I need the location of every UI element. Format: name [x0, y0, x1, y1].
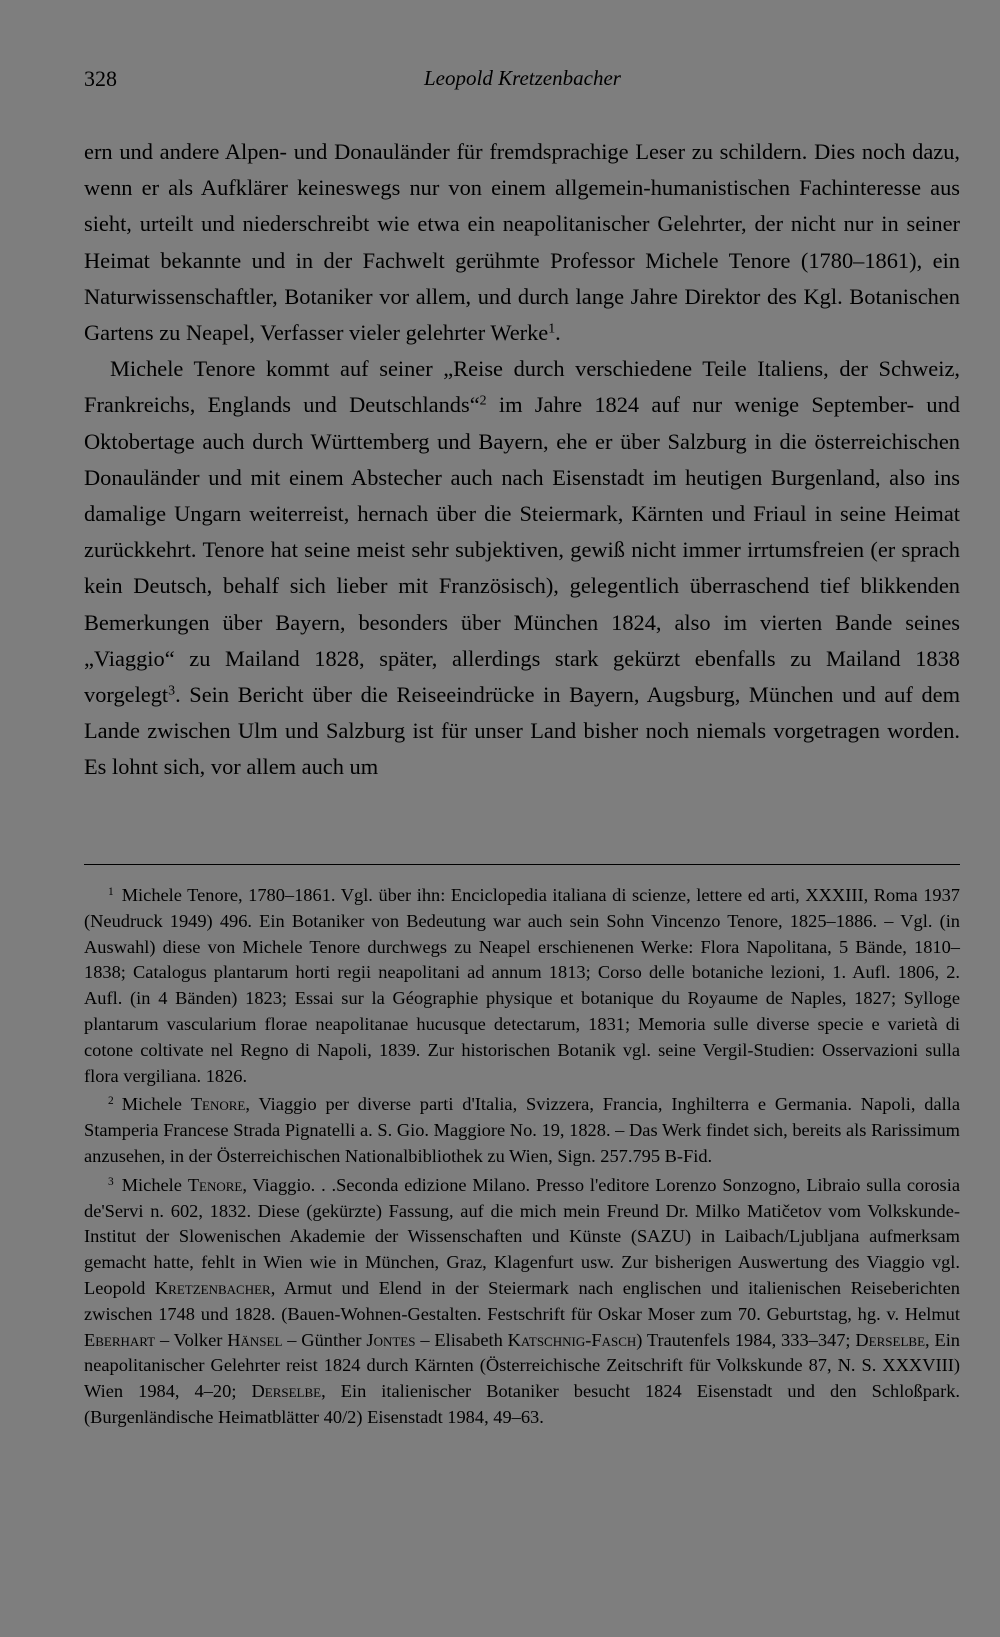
paragraph-1-end: .	[555, 320, 561, 346]
paragraph-2-text-b: im Jahre 1824 auf nur wenige September- und Oktobertage auch durch Württemberg und Bayern, ehe er über Salzburg in die österreichischen Donauländer und mit einem Abstecher auch nach Eisenstadt im heutigen Burgenland, also ins damalige Ungarn weiterreist, hernach über die Steiermark, Kärnten und Friaul in seine Heimat zurückkehrt. Tenore hat seine meist sehr subjektiven, gewiß nicht immer irrtumsfreien (er sprach kein Deutsch, behalf sich lieber mit Französisch), gelegentlich überraschend tief blikkenden Bemerkungen über Bayern, besonders über München 1824, also im vierten Bande seines „Viaggio“ zu Mailand 1828, später, allerdings stark gekürzt ebenfalls zu Mailand 1838 vorgelegt	[84, 392, 960, 708]
footnote-ref-2: 2	[479, 393, 487, 409]
footnote-3	[84, 1173, 960, 1431]
footnote-3-text-c: , Armut und Elend in der Steiermark nach englischen und italienischen Reiseberichten zwischen 1748 und 1828. (Bauen-Wohnen-Gestalten. Festschrift für Oskar Moser zum 70. Geburtstag, hg. v. Helmut	[84, 1277, 960, 1324]
page-number: 328	[84, 66, 117, 91]
footnote-1-number: 1	[108, 885, 114, 898]
main-text	[84, 134, 960, 786]
paragraph-1	[84, 134, 960, 351]
editor-name: Jontes	[366, 1329, 416, 1350]
footnote-2-number: 2	[108, 1095, 114, 1108]
editor-name: Katschnig-Fasch	[507, 1329, 637, 1350]
author-name: Kretzenbacher	[154, 1277, 271, 1298]
footnote-2-text-b: , Viaggio per diverse parti d'Italia, Svizzera, Francia, Inghilterra e Germania. Napoli, dalla Stamperia Francese Strada Pignatelli a. S. Gio. Maggiore No. 19, 1828. – Das Werk findet sich, bereits als Rarissimum anzusehen, in der Österreichischen Nationalbibliothek zu Wien, Sign. 257.795 B-Fid.	[84, 1094, 961, 1166]
editor-name: Hänsel	[227, 1329, 283, 1350]
author-name: Derselbe	[251, 1381, 322, 1402]
footnote-separator	[84, 864, 960, 865]
footnote-3-text-b: , Viaggio. . .Seconda edizione Milano. Presso l'editore Lorenzo Sonzogno, Libraio sulla corosia de'Servi n. 602, 1832. Diese (gekürzte) Fassung, auf die mich mein Freund Dr. Milko Matičetov vom Volkskunde-Institut der Slowenischen Akademie der Wissenschaften und Künste (SAZU) in Laibach/Ljubljana aufmerksam gemacht hatte, fehlt in Wien wie in München, Graz, Klagenfurt usw. Zur bisherigen Auswertung des Viaggio vgl. Leopold	[84, 1174, 960, 1298]
paragraph-2-text-a: Michele Tenore kommt auf seiner „Reise durch verschiedene Teile Italiens, der Schweiz, Frankreichs, Englands und Deutschlands“	[84, 356, 960, 418]
footnote-3-number: 3	[108, 1175, 114, 1188]
footnote-3-text-a: Michele	[121, 1174, 188, 1195]
footnote-ref-3: 3	[168, 683, 176, 699]
paragraph-1-text: ern und andere Alpen- und Donauländer für fremdsprachige Leser zu schildern. Dies noch dazu, wenn er als Aufklärer keineswegs nur von einem allgemein-humanistischen Fachinteresse aus sieht, urteilt und niederschreibt wie etwa ein neapolitanischer Gelehrter, der nicht nur in seiner Heimat bekannte und in der Fachwelt gerühmte Professor Michele Tenore (1780–1861), ein Naturwissenschaftler, Botaniker vor allem, und durch lange Jahre Direktor des Kgl. Botanischen Gartens zu Neapel, Verfasser vieler gelehrter Werke	[84, 139, 960, 346]
footnote-2-text-a: Michele	[121, 1094, 191, 1115]
footnote-3-text-d: – Volker	[155, 1329, 228, 1350]
footnote-ref-1: 1	[548, 321, 556, 337]
author-name: Tenore	[190, 1094, 246, 1115]
footnote-3-text-e: – Günther	[282, 1329, 367, 1350]
footnote-3-text-i: , Ein italienischer Botaniker besucht 1824 Eisenstadt und den Schloßpark. (Burgenländische Heimatblätter 40/2) Eisenstadt 1984, 49–63.	[84, 1381, 960, 1427]
author-name: Derselbe	[855, 1329, 926, 1350]
footnote-3-text-g: ) Trautenfels 1984, 333–347;	[636, 1329, 856, 1350]
paragraph-2-text-c: . Sein Bericht über die Reiseeindrücke in Bayern, Augsburg, München und auf dem Lande zwischen Ulm und Salzburg ist für unser Land bisher noch niemals vorgetragen worden. Es lohnt sich, vor allem auch um	[84, 682, 960, 780]
footnote-1	[84, 883, 960, 1089]
footnote-3-text-f: – Elisabeth	[415, 1329, 508, 1350]
editor-name: Eberhart	[84, 1329, 156, 1350]
footnote-1-text: Michele Tenore, 1780–1861. Vgl. über ihn: Enciclopedia italiana di scienze, lettere ed arti, XXXIII, Roma 1937 (Neudruck 1949) 496. Ein Botaniker von Bedeutung war auch sein Sohn Vincenzo Tenore, 1825–1886. – Vgl. (in Auswahl) diese von Michele Tenore durchwegs zu Neapel erschienenen Werke: Flora Napolitana, 5 Bände, 1810–1838; Catalogus plantarum horti regii neapolitani ad annum 1813; Corso delle botaniche lezioni, 1. Aufl. 1806, 2. Aufl. (in 4 Bänden) 1823; Essai sur la Géographie physique et botanique du Royaume de Naples, 1827; Sylloge plantarum vascularium florae neapolitanae hucusque detectarum, 1831; Memoria sulle diverse specie e varietà di cotone coltivate nel Regno di Napoli, 1839. Zur historischen Botanik vgl. seine Vergil-Studien: Osservazioni sulla flora vergiliana. 1826.	[84, 885, 960, 1086]
footnotes	[84, 883, 960, 1434]
running-title: Leopold Kretzenbacher	[424, 66, 621, 90]
page-header	[84, 66, 958, 96]
footnote-2	[84, 1092, 960, 1169]
footnote-3-text-h: , Ein neapolitanischer Gelehrter reist 1824 durch Kärnten (Österreichische Zeitschrift für Volkskunde 87, N. S. XXXVIII) Wien 1984, 4–20;	[84, 1329, 960, 1402]
paragraph-2	[84, 351, 960, 785]
author-name: Tenore	[187, 1174, 243, 1195]
